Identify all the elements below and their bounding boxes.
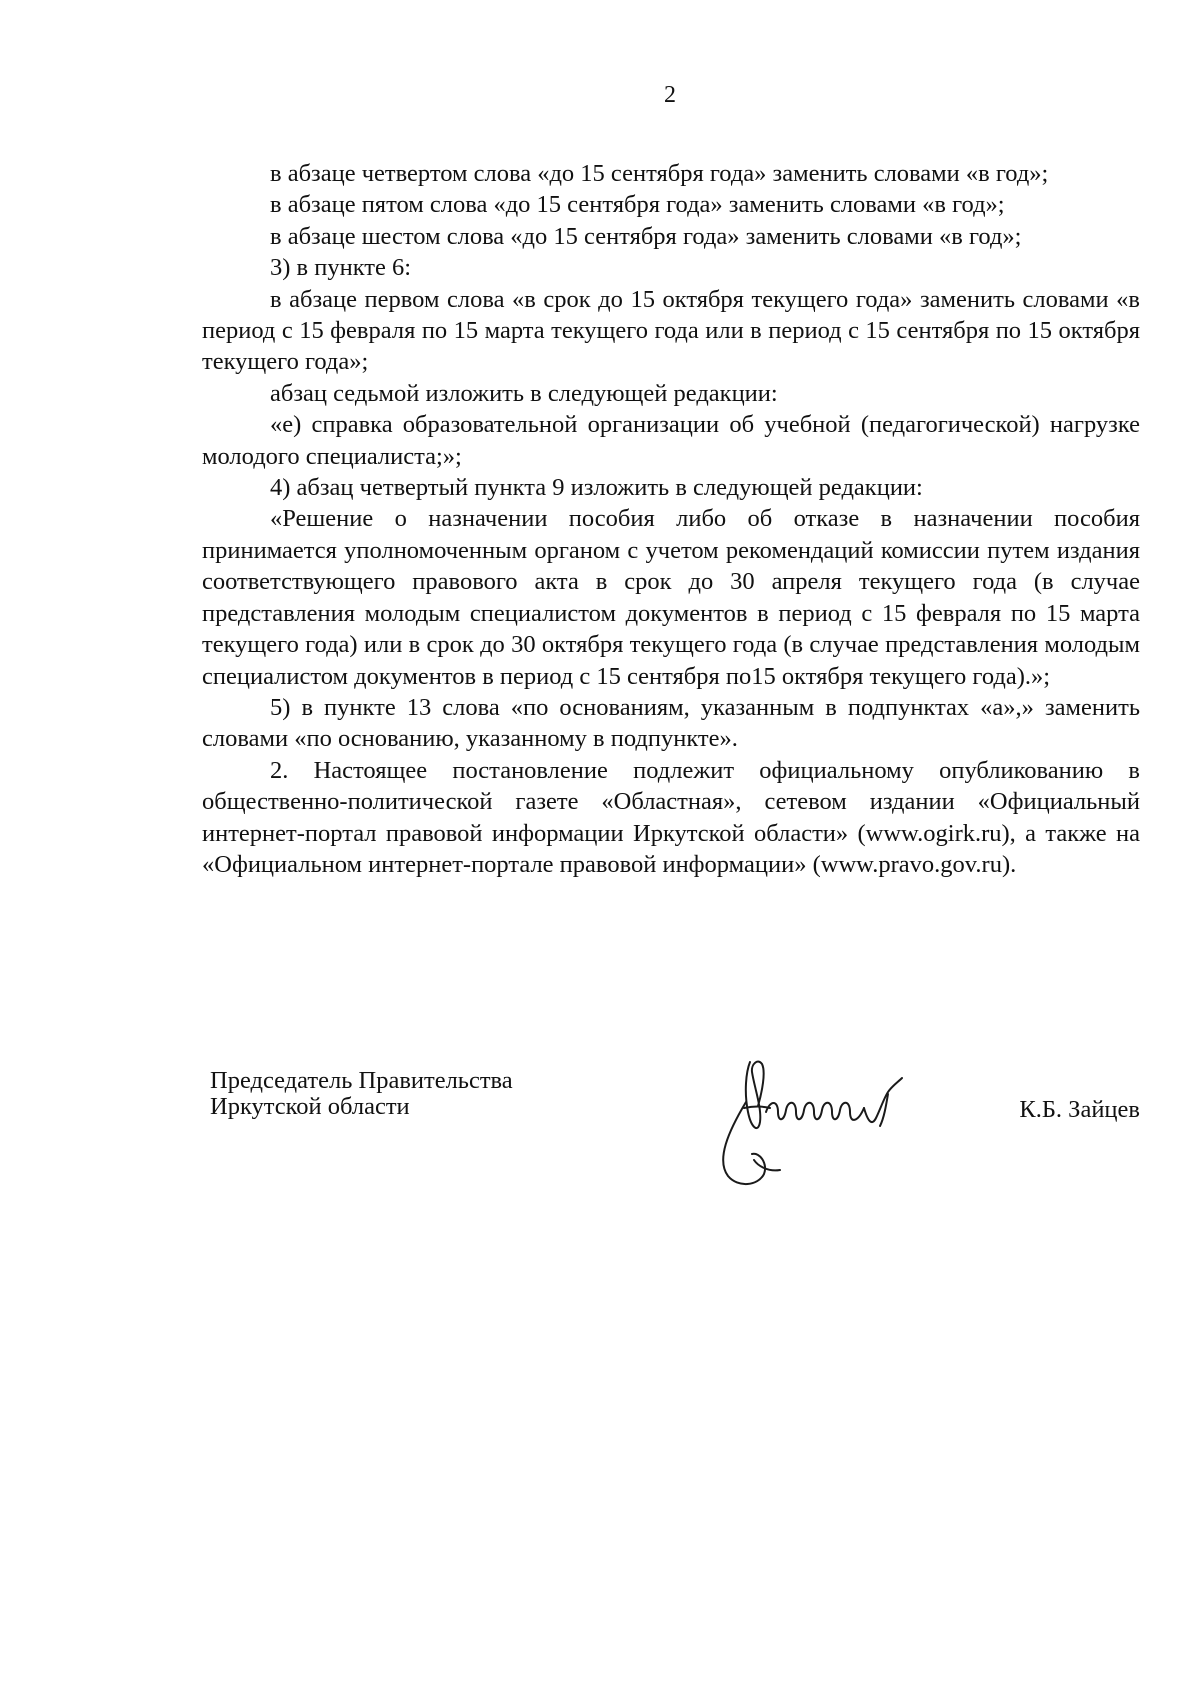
paragraph: «е) справка образовательной организации об учебной (педагогической) нагрузке молодого специалиста;»; [202,411,1140,470]
paragraph: в абзаце шестом слова «до 15 сентября года» заменить словами «в год»; [270,222,1022,250]
paragraph: в абзаце четвертом слова «до 15 сентября года» заменить словами «в год»; [270,160,1049,187]
paragraph: 5) в пункте 13 слова «по основаниям, указанным в подпунктах «а»,» заменить словами «по основанию, указанному в подпункте». [202,693,1140,753]
paragraph: в абзаце первом слова «в срок до 15 октября текущего года» заменить словами «в период с 15 февраля по 15 марта текущего года или в период с 15 сентября по 15 октября текущего года»; [202,285,1140,376]
signature-block [210,1068,1140,1208]
paragraph: «Решение о назначении пособия либо об отказе в назначении пособия принимается уполномоченным органом с учетом рекомендаций комиссии путем издания соответствующего правового акта в срок до 30 апреля текущего года (в случае представления молодым специалистом документов в период с 15 февраля по 15 марта текущего года) или в срок до 30 октября текущего года (в случае представления молодым специалистом документов в период с 15 сентября по15 октября текущего года).»; [202,505,1140,690]
page-number: 2 [664,82,676,108]
handwritten-signature [688,1042,938,1192]
signer-name: К.Б. Зайцев [1019,1096,1140,1123]
paragraph: 3) в пункте 6: [270,254,412,282]
paragraph: в абзаце пятом слова «до 15 сентября года» заменить словами «в год»; [270,191,1005,219]
paragraph: 2. Настоящее постановление подлежит официальному опубликованию в общественно-политической газете «Областная», сетевом издании «Официальный интернет-портал правовой информации Иркутской области» (www.ogirk.ru), а также на «Официальном интернет-портале правовой информации» (www.pravo.gov.ru). [202,756,1140,878]
signer-title [210,1068,513,1120]
signer-title-line: Иркутской области [210,1093,410,1120]
document-body [202,158,1140,880]
paragraph: 4) абзац четвертый пункта 9 изложить в следующей редакции: [270,474,923,502]
paragraph: абзац седьмой изложить в следующей редакции: [270,379,778,407]
signer-title-line: Председатель Правительства [210,1067,513,1094]
